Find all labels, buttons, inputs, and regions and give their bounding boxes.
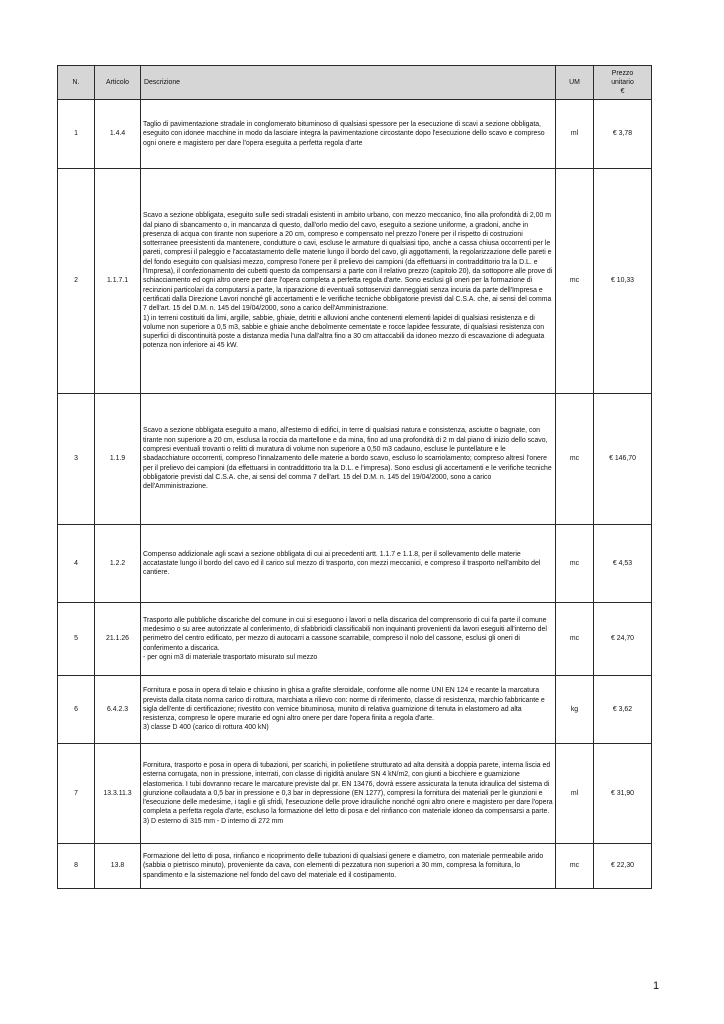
table-row (58, 394, 652, 525)
table-header-row (58, 66, 652, 100)
row-unit: mc (556, 394, 594, 525)
row-unit: mc (556, 169, 594, 394)
row-description: Fornitura, trasporto e posa in opera di tubazioni, per scarichi, in polietilene strutturato ad alta densità a doppia parete, interna liscia ed esterna corrugata, non in pressione, interrati, con classe di rigidità anulare SN 4 kN/m2, con giunti a bicchiere e guarnizione elastomerica. I tubi dovranno recare le marcature previste dal pr. EN 13476, dovrà essere assicurata la tenuta idraulica del sistema di giunzione collaudata a 0,5 bar in pressione e 0,3 bar in depressione (EN 1277), compresi la fornitura dei materiali per le giunzioni e l'esecuzione delle medesime, i tagli e gli sfridi, l'esecuzione delle prove idrauliche nonché ogni altro onere e magistero per dare l'opera completa a perfetta regola d'arte, escluso la formazione del letto di posa e del rinfianco con materiale idoneo da compensarsi a parte. 3) D esterno di 315 mm - D interno di 272 mm (141, 744, 556, 844)
row-unit: mc (556, 525, 594, 603)
row-article: 21.1.26 (95, 603, 141, 676)
row-description: Trasporto alle pubbliche discariche del comune in cui si eseguono i lavori o nella discarica del comprensorio di cui fa parte il comune medesimo o su aree autorizzate al conferimento, di sfabbricidi classificabili non inquinanti provenienti da lavori eseguiti all'interno del perimetro del centro edificato, per mezzo di autocarri a cassone scarrabile, compreso il nolo del cassone, esclusi gli oneri di conferimento a discarica. - per ogni m3 di materiale trasportato misurato sul mezzo (141, 603, 556, 676)
row-number: 6 (58, 676, 95, 744)
row-description: Scavo a sezione obbligata eseguito a mano, all'esterno di edifici, in terre di qualsiasi natura e consistenza, asciutte o bagnate, con tirante non superiore a 20 cm, esclusa la roccia da martellone e da mina, fino ad una profondità di 2 m dal piano di inizio dello scavo, compresi eventuali trovanti o relitti di muratura di volume non superiore a 0,50 m3 cadauno, escluse le puntellature e le sbadacchiature occorrenti, compreso l'innalzamento delle materie a bordo scavo, escluso lo scarriolamento; compreso altresì l'onere per il prelievo dei campioni (da effettuarsi in contraddittorio tra la D.L. e l'impresa). Sono esclusi gli accertamenti e le verifiche tecniche obbligatorie previsti dal C.S.A. che, ai sensi del comma 7 dell'art. 15 del D.M. n. 145 del 19/04/2000, sono a carico dell'Amministrazione. (141, 394, 556, 525)
price-list-table (57, 65, 652, 889)
row-unit: ml (556, 744, 594, 844)
row-unit: ml (556, 100, 594, 169)
row-article: 1.1.9 (95, 394, 141, 525)
row-unit: kg (556, 676, 594, 744)
row-number: 2 (58, 169, 95, 394)
row-article: 6.4.2.3 (95, 676, 141, 744)
row-number: 1 (58, 100, 95, 169)
row-unit-price: € 31,90 (594, 744, 652, 844)
row-article: 1.2.2 (95, 525, 141, 603)
table-row (58, 169, 652, 394)
row-article: 1.1.7.1 (95, 169, 141, 394)
row-description: Scavo a sezione obbligata, eseguito sulle sedi stradali esistenti in ambito urbano, con mezzo meccanico, fino alla profondità di 2,00 m dal piano di sbancamento o, in mancanza di questo, dall'orlo medio del cavo, eseguito a sezione uniforme, a gradoni, anche in presenza di acqua con tirante non superiore a 20 cm, compreso e compensato nel prezzo l'onere per il rispetto di costruzioni sotterranee preesistenti da mantenere, condutture o cavi, escluse le armature di qualsiasi tipo, anche a cassa chiusa occorrenti per le pareti, compresi il paleggio e l'accatastamento delle materie lungo il bordo del cavo, gli aggottamenti, la regolarizzazione delle pareti e del fondo eseguito con qualsiasi mezzo, compreso l'onere per il prelievo dei campioni (da effettuarsi in contraddittorio tra la D.L. e l'Impresa), il confezionamento dei cubetti questo da compensarsi a parte con il relativo prezzo (capitolo 20), da sottoporre alle prove di schiacciamento ed ogni altro onere per dare l'opera completa a perfetta regola d'arte. Sono esclusi gli oneri per la formazione di recinzioni particolari da computarsi a parte, la riparazione di eventuali sottoservizi danneggiati senza incuria da parte dell'Impresa e certificati dalla Direzione Lavori nonché gli accertamenti e le verifiche tecniche obbligatorie previsti dal C.S.A. che, ai sensi del comma 7 dell'art. 15 del D.M. n. 145 del 19/04/2000, sono a carico dell'Amministrazione. 1) in terreni costituiti da limi, argille, sabbie, ghiaie, detriti e alluvioni anche contenenti elementi lapidei di qualsiasi resistenza e di volume non superiore a 0,5 m3, sabbie e ghiaie anche debolmente cementate e rocce lapidee fessurate, di qualsiasi resistenza con superfici di discontinuità poste a distanza media l'una dall'altra fino a 30 cm attaccabili da idoneo mezzo di escavazione di adeguata potenza non inferiore ai 45 kW. (141, 169, 556, 394)
header-description: Descrizione (141, 66, 556, 100)
row-unit: mc (556, 603, 594, 676)
row-article: 13.3.11.3 (95, 744, 141, 844)
row-number: 5 (58, 603, 95, 676)
row-unit-price: € 24,70 (594, 603, 652, 676)
table-row (58, 525, 652, 603)
row-unit-price: € 3,78 (594, 100, 652, 169)
table-row (58, 100, 652, 169)
row-unit-price: € 22,30 (594, 844, 652, 889)
row-description: Taglio di pavimentazione stradale in conglomerato bituminoso di qualsiasi spessore per la esecuzione di scavi a sezione obbligata, eseguito con idonee macchine in modo da lasciare integra la pavimentazione circostante dopo l'esecuzione dello scavo e compreso ogni onere e magistero per dare l'opera eseguita a perfetta regola d'arte (141, 100, 556, 169)
header-unit: UM (556, 66, 594, 100)
header-unit-price: Prezzo unitario € (594, 66, 652, 100)
page-number: 1 (653, 980, 660, 992)
table-row (58, 676, 652, 744)
row-unit-price: € 146,70 (594, 394, 652, 525)
header-article: Articolo (95, 66, 141, 100)
row-description: Fornitura e posa in opera di telaio e chiusino in ghisa a grafite sferoidale, conforme alle norme UNI EN 124 e recante la marcatura prevista dalla citata norma carico di rottura, marchiata a rilievo con: norme di riferimento, classe di resistenza, marchio fabbricante e sigla dell'ente di certificazione; rivestito con vernice bituminosa, munito di relativa guarnizione di tenuta in elastomero ad alta resistenza, compreso le opere murarie ed ogni altro onere per dare l'opera finita a regola d'arte. 3) classe D 400 (carico di rottura 400 kN) (141, 676, 556, 744)
row-unit-price: € 10,33 (594, 169, 652, 394)
row-unit: mc (556, 844, 594, 889)
row-description: Compenso addizionale agli scavi a sezione obbligata di cui ai precedenti artt. 1.1.7 e 1.1.8, per il sollevamento delle materie accatastate lungo il bordo del cavo ed il carico sul mezzo di trasporto, con mezzi meccanici, e compreso il trasporto nell'ambito del cantiere. (141, 525, 556, 603)
header-number: N. (58, 66, 95, 100)
table-row (58, 844, 652, 889)
row-number: 8 (58, 844, 95, 889)
table-row (58, 744, 652, 844)
row-description: Formazione del letto di posa, rinfianco e ricoprimento delle tubazioni di qualsiasi genere e diametro, con materiale permeabile arido (sabbia o pietrisco minuto), proveniente da cava, con elementi di pezzatura non superiori a 30 mm, compresa la fornitura, lo spandimento e la sistemazione nel fondo del cavo del materiale ed il costipamento. (141, 844, 556, 889)
row-number: 3 (58, 394, 95, 525)
row-unit-price: € 4,53 (594, 525, 652, 603)
row-number: 4 (58, 525, 95, 603)
row-number: 7 (58, 744, 95, 844)
row-article: 13.8 (95, 844, 141, 889)
row-article: 1.4.4 (95, 100, 141, 169)
row-unit-price: € 3,62 (594, 676, 652, 744)
table-row (58, 603, 652, 676)
